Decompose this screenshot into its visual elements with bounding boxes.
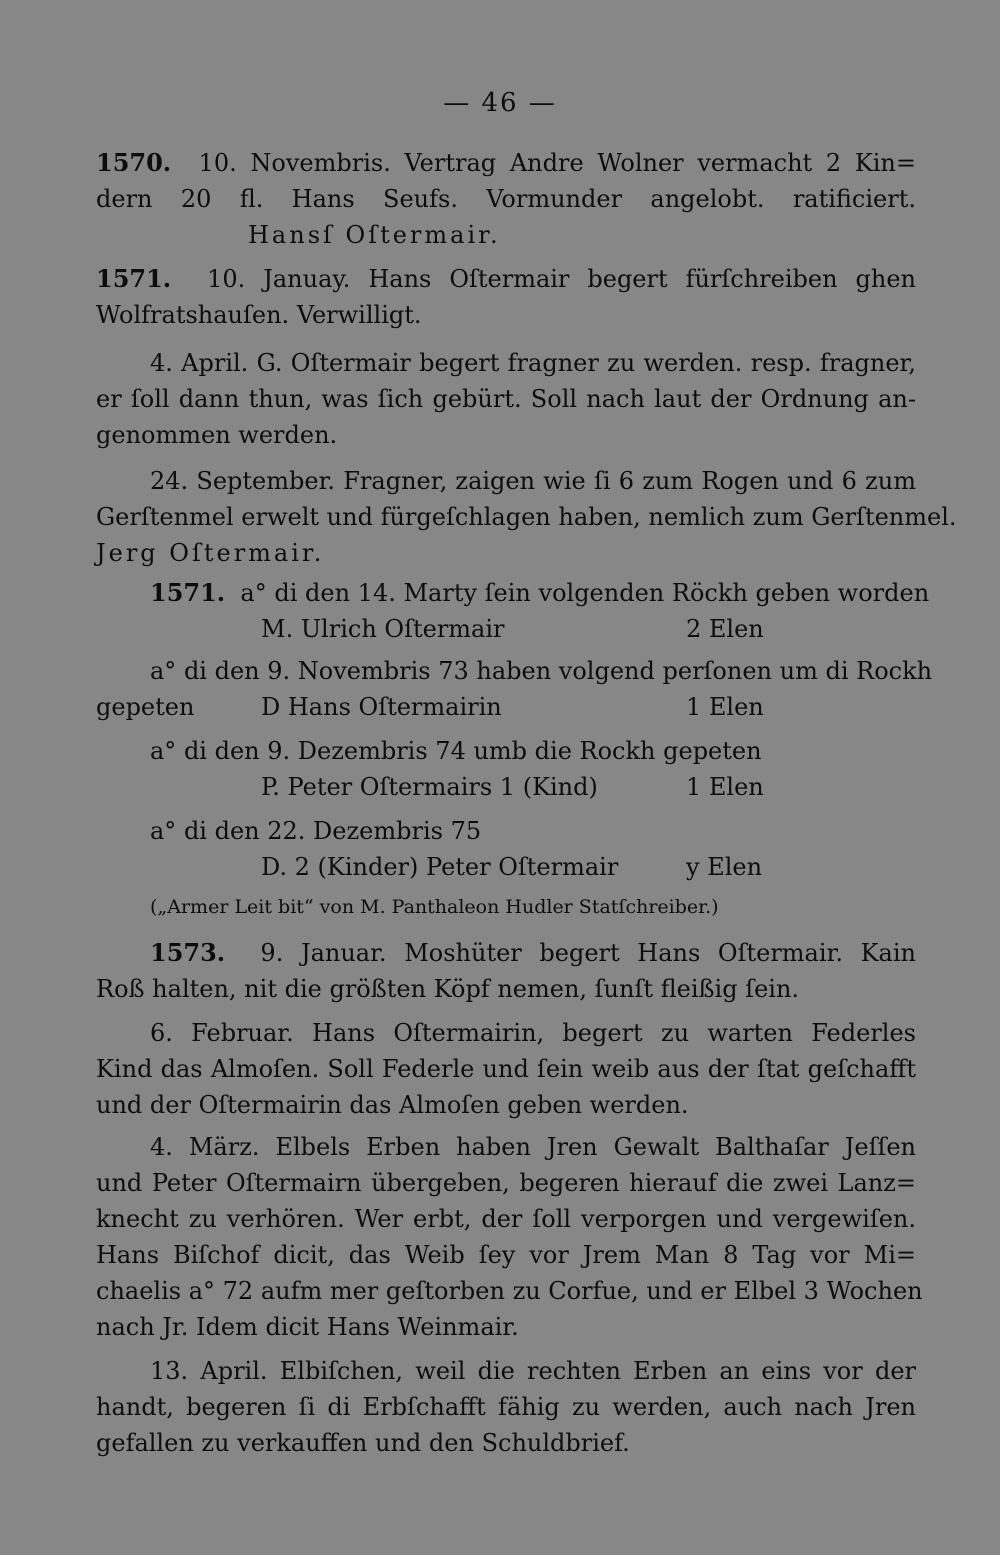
year-label: 1571. — [96, 264, 172, 293]
entry-name: D Hans Oſtermairin — [261, 693, 502, 721]
source-note: („Armer Leit bit“ von M. Panthaleon Hudler Statſchreiber.) — [150, 896, 719, 918]
text-line: Jerg Oſtermair. — [96, 539, 325, 567]
text-line: Kind das Almoſen. Soll Federle und ſein weib aus der ſtat geſchafft — [96, 1055, 916, 1083]
text-line: Roß halten, nit die größten Köpf nemen, ſunſt fleißig ſein. — [96, 975, 800, 1003]
year-label: 1573. — [150, 938, 226, 967]
entry-amount: 1 Elen — [686, 773, 764, 801]
text-line: 6. Februar. Hans Oſtermairin, begert zu warten Federles — [150, 1019, 916, 1047]
entry-name: D. 2 (Kinder) Peter Oſtermair — [261, 853, 619, 881]
entry-amount: 2 Elen — [686, 615, 764, 643]
list-entry — [96, 850, 916, 884]
text-line: und Peter Oſtermairn übergeben, begeren hierauf die zwei Lanz= — [96, 1169, 916, 1197]
text-line: 24. September. Fragner, zaigen wie ſi 6 zum Rogen und 6 zum — [150, 467, 916, 495]
year-label: 1571. — [150, 578, 226, 607]
text-line: handt, begeren ſi di Erbſchafft fähig zu werden, auch nach Jren — [96, 1393, 916, 1421]
text-line: 4. April. G. Oſtermair begert fragner zu werden. resp. fragner, — [150, 349, 916, 377]
line-text: 9. Januar. Moshüter begert Hans Oſtermair. Kain — [260, 939, 916, 967]
line-text: 10. Januay. Hans Oſtermair begert fürſchreiben ghen — [207, 265, 916, 293]
text-line — [96, 146, 916, 180]
year-label: 1570. — [96, 148, 172, 177]
text-line: a° di den 9. Dezembris 74 umb die Rockh gepeten — [150, 737, 762, 765]
line-text: a° di den 14. Marty ſein volgenden Röckh geben worden — [240, 579, 930, 607]
list-entry — [96, 690, 916, 724]
entry-amount: y Elen — [686, 853, 763, 881]
text-line: Hansſ Oſtermair. — [248, 221, 501, 249]
text-line: Hans Biſchof dicit, das Weib ſey vor Jrem Man 8 Tag vor Mi= — [96, 1241, 916, 1269]
text-line: nach Jr. Idem dicit Hans Weinmair. — [96, 1313, 519, 1341]
entry-amount: 1 Elen — [686, 693, 764, 721]
text-line: gefallen zu verkauffen und den Schuldbrief. — [96, 1429, 630, 1457]
text-line — [96, 262, 916, 296]
text-line: er ſoll dann thun, was ſich gebürt. Soll nach laut der Ordnung an- — [96, 385, 916, 413]
list-entry — [96, 770, 916, 804]
entry-name: M. Ulrich Oſtermair — [261, 615, 505, 643]
text-line: a° di den 9. Novembris 73 haben volgend perſonen um di Rockh — [150, 657, 933, 685]
text-line: dern 20 fl. Hans Seufs. Vormunder angelobt. ratificiert. — [96, 185, 916, 213]
text-line — [150, 576, 930, 610]
text-line: a° di den 22. Dezembris 75 — [150, 817, 482, 845]
entry-name: P. Peter Oſtermairs 1 (Kind) — [261, 773, 598, 801]
list-entry — [96, 612, 916, 646]
text-line — [150, 936, 916, 970]
entry-prefix: gepeten — [96, 693, 195, 721]
text-line: Gerſtenmel erwelt und fürgeſchlagen haben, nemlich zum Gerſtenmel. — [96, 503, 957, 531]
text-line: knecht zu verhören. Wer erbt, der ſoll verporgen und vergewiſen. — [96, 1205, 916, 1233]
text-line: genommen werden. — [96, 421, 338, 449]
line-text: 10. Novembris. Vertrag Andre Wolner vermacht 2 Kin= — [198, 149, 916, 177]
page-number: — 46 — — [443, 88, 557, 118]
text-line: Wolfratshauſen. Verwilligt. — [96, 301, 422, 329]
text-line: 4. März. Elbels Erben haben Jren Gewalt Balthaſar Jeſſen — [150, 1133, 916, 1161]
text-line: und der Oſtermairin das Almoſen geben werden. — [96, 1091, 689, 1119]
text-line: 13. April. Elbiſchen, weil die rechten Erben an eins vor der — [150, 1357, 916, 1385]
text-line: chaelis a° 72 aufm mer geſtorben zu Corfue, und er Elbel 3 Wochen — [96, 1277, 923, 1305]
